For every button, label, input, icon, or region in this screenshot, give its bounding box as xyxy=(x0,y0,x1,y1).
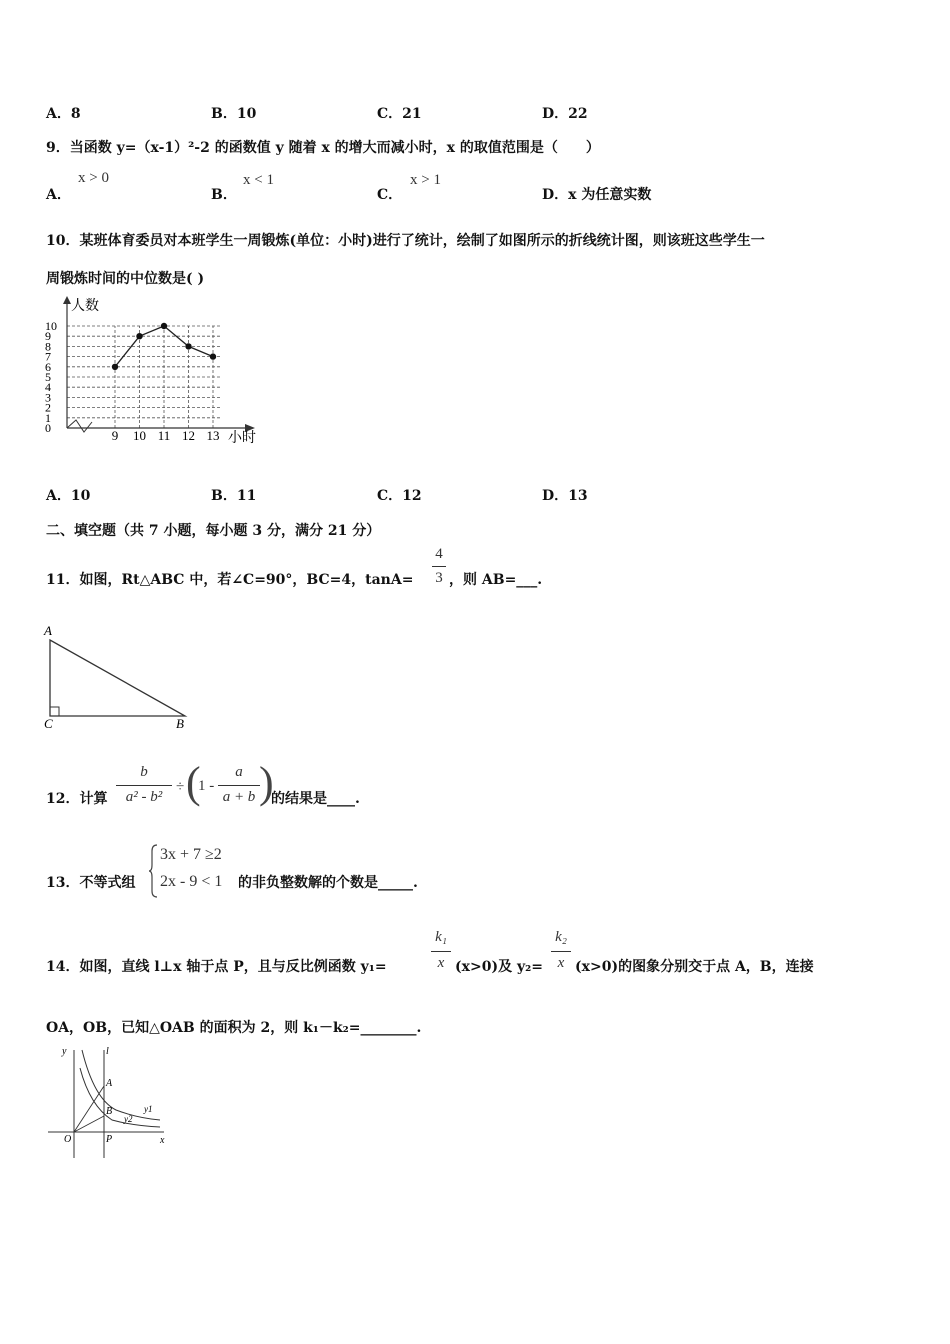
y-tick-label: 9 xyxy=(45,329,51,344)
fig-y-label: y xyxy=(62,1046,67,1057)
q14-x1: x xyxy=(437,955,445,971)
q9-option-c-label: C． xyxy=(377,187,403,203)
q13-inequality-1: 3x + 7 ≥2 xyxy=(160,846,222,863)
q12-suffix: 的结果是____. xyxy=(271,791,360,807)
y-tick-label: 2 xyxy=(45,400,51,415)
x-tick-label: 11 xyxy=(157,428,171,443)
q12-frac1-line xyxy=(116,785,172,786)
q12-frac1-den: a² - b² xyxy=(125,789,163,805)
q14-k1: k₁ xyxy=(435,929,447,945)
x-tick-label: 10 xyxy=(133,428,146,443)
inverse-function-figure xyxy=(42,1044,172,1162)
q10-option-a: A．10 xyxy=(46,488,91,504)
q9-option-d: D．x 为任意实数 xyxy=(542,187,652,203)
q10-option-d: D．13 xyxy=(542,488,588,504)
line-chart xyxy=(40,296,270,450)
data-point xyxy=(161,323,167,329)
triangle-figure xyxy=(40,620,200,735)
q12-divide: ÷ xyxy=(176,779,185,795)
q11-frac-num: 4 xyxy=(435,546,443,562)
data-point xyxy=(136,333,142,339)
q14-k2: k₂ xyxy=(555,929,567,945)
y-axis-arrow xyxy=(63,296,71,304)
y-tick-label: 6 xyxy=(45,359,51,374)
y-tick-label: 1 xyxy=(45,410,51,425)
q14-frac1-line xyxy=(431,951,451,952)
q14-stem-part1: 14．如图，直线 l⊥x 轴于点 P，且与反比例函数 y₁= xyxy=(46,959,387,975)
q9-option-a-label: A． xyxy=(46,187,71,203)
q11-stem: 11．如图，Rt△ABC 中，若∠C=90°，BC=4，tanA= xyxy=(46,572,414,588)
q10-stem-line2: 周锻炼时间的中位数是( ) xyxy=(46,271,205,287)
fig-a-label: A xyxy=(106,1078,113,1089)
q12-frac1-num: b xyxy=(140,764,148,780)
q14-stem-line2: OA，OB，已知△OAB 的面积为 2，则 k₁－k₂=________. xyxy=(46,1020,422,1036)
q10-option-c: C．12 xyxy=(377,488,422,504)
q14-stem-part2: (x>0)及 y₂= xyxy=(455,959,543,975)
y-tick-label: 8 xyxy=(45,339,51,354)
q13-prefix: 13．不等式组 xyxy=(46,875,136,891)
q8-option-c: C．21 xyxy=(377,106,422,122)
q13-suffix: 的非负整数解的个数是_____. xyxy=(238,875,418,891)
q13-brace xyxy=(149,843,159,899)
q14-x2: x xyxy=(557,955,565,971)
q12-frac2-num: a xyxy=(235,764,243,780)
y-tick-label: 5 xyxy=(45,370,51,384)
y-axis-label: 人数 xyxy=(71,299,99,314)
right-angle-mark xyxy=(50,707,59,716)
fig-o-label: O xyxy=(64,1134,72,1145)
data-point xyxy=(185,343,191,349)
q14-stem-part3: (x>0)的图象分别交于点 A，B，连接 xyxy=(575,959,814,975)
q9-stem: 9．当函数 y=（x-1）²-2 的函数值 y 随着 x 的增大而减小时，x 的取值范围是（ ） xyxy=(46,140,600,156)
y-tick-label: 3 xyxy=(45,390,51,405)
fig-x-label: x xyxy=(160,1135,165,1146)
q8-option-d: D．22 xyxy=(542,106,588,122)
vertex-c-label: C xyxy=(44,716,53,731)
axis-break-mark xyxy=(67,420,92,432)
triangle-abc xyxy=(50,640,185,716)
q12-frac2-den: a + b xyxy=(222,789,256,805)
q11-frac-den: 3 xyxy=(435,570,443,586)
q8-option-a: A．8 xyxy=(46,106,81,122)
x-tick-label: 9 xyxy=(111,428,119,443)
q12-frac2-line xyxy=(218,785,260,786)
data-point xyxy=(112,364,118,370)
q11-stem-end: ，则 AB=___. xyxy=(449,572,543,588)
q9-option-a-math: x > 0 xyxy=(78,170,109,186)
q13-inequality-2: 2x - 9 < 1 xyxy=(160,873,223,890)
y-tick-label: 4 xyxy=(45,380,51,395)
vertex-a-label: A xyxy=(44,623,52,638)
q12-one-minus: 1 - xyxy=(198,778,215,794)
q14-frac2-line xyxy=(551,951,571,952)
fig-l-label: l xyxy=(106,1046,109,1057)
y-tick-label: 10 xyxy=(45,319,57,333)
q10-stem-line1: 10．某班体育委员对本班学生一周锻炼(单位：小时)进行了统计，绘制了如图所示的折线统计图，则该班这些学生一 xyxy=(46,233,765,249)
section-title: 二、填空题（共 7 小题，每小题 3 分，满分 21 分） xyxy=(46,523,381,539)
y-tick-label: 7 xyxy=(45,349,51,364)
q10-option-b: B．11 xyxy=(211,488,257,504)
q8-option-b: B．10 xyxy=(211,106,257,122)
fig-y1-label: y1 xyxy=(144,1104,153,1114)
x-axis-label: 小时 xyxy=(228,431,256,446)
q11-frac-line xyxy=(432,566,446,567)
vertex-b-label: B xyxy=(176,716,184,731)
x-tick-label: 13 xyxy=(206,428,220,443)
q9-option-c-math: x > 1 xyxy=(410,172,441,188)
fig-y2-label: y2 xyxy=(124,1114,133,1124)
fig-b-label: B xyxy=(106,1106,113,1117)
segment-ob xyxy=(74,1116,104,1132)
y-tick-label: 0 xyxy=(45,421,51,435)
q12-left-paren: ( xyxy=(186,758,201,807)
q12-right-paren: ) xyxy=(259,758,274,807)
data-point xyxy=(210,353,216,359)
x-tick-label: 12 xyxy=(182,428,195,443)
fig-p-label: P xyxy=(106,1134,113,1145)
q9-option-b-math: x < 1 xyxy=(243,172,274,188)
chart-grid xyxy=(67,326,221,428)
q12-prefix: 12．计算 xyxy=(46,791,108,807)
q9-option-b-label: B． xyxy=(211,187,237,203)
